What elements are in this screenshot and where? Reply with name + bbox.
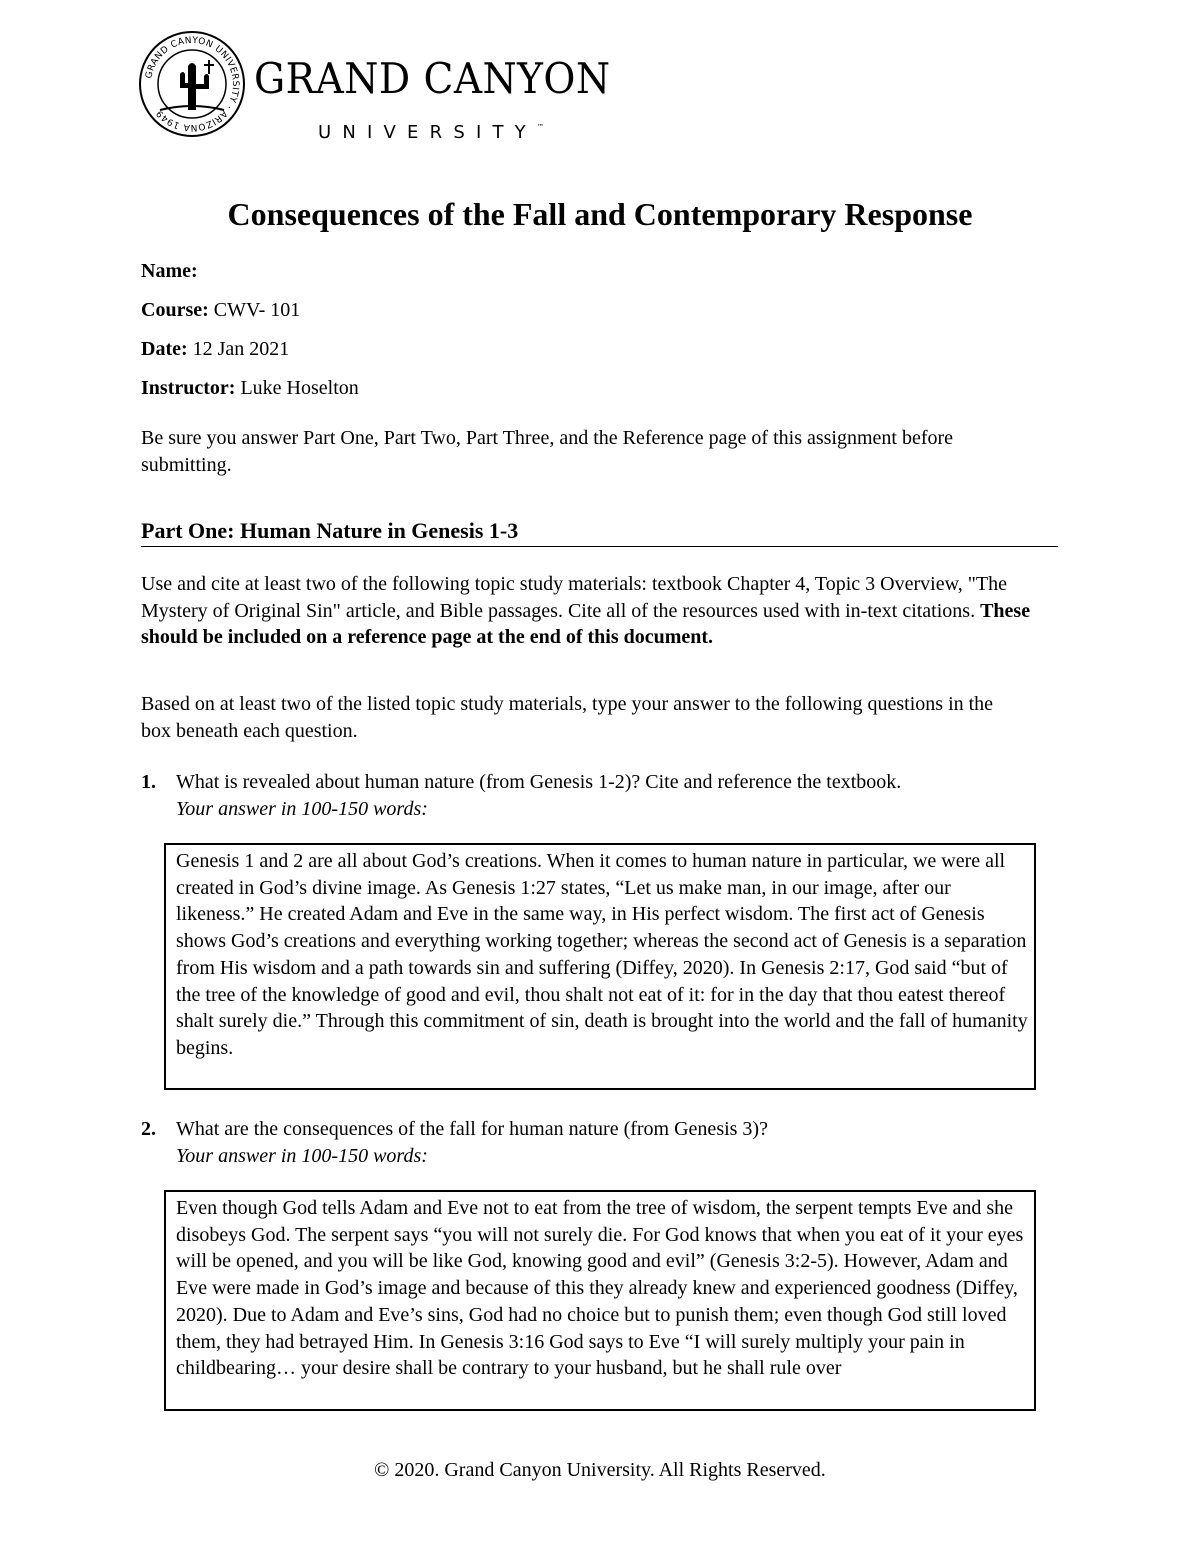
date-field (141, 337, 289, 361)
date-label: Date: (141, 338, 188, 360)
document-title: Consequences of the Fall and Contemporary Response (227, 196, 973, 232)
instructor-field (141, 376, 359, 400)
name-label: Name: (141, 260, 198, 282)
part-one-instructions: Use and cite at least two of the following topic study materials: textbook Chapter 4, Topic 3 Overview, "The Mystery of Original Sin" article, and Bible passages. Cite all of the resources used with in-text citations. These should be included on a reference page at the end of this document. (141, 573, 1031, 648)
question-2 (141, 1116, 1071, 1169)
question-1 (141, 769, 1071, 822)
intro-paragraph: Be sure you answer Part One, Part Two, Part Three, and the Reference page of this assignment before submitting. (141, 427, 954, 476)
answer-prompt: Your answer in 100-150 words: (176, 1144, 428, 1167)
instructor-value: Luke Hoselton (240, 377, 359, 399)
answer-text: Genesis 1 and 2 are all about God’s creations. When it comes to human nature in particular, we were all created in God’s divine image. As Genesis 1:27 states, “Let us make man, in our image, after our likeness.” He created Adam and Eve in the same way, in His perfect wisdom. The first act of Genesis shows God’s creations and everything working together; whereas the second act of Genesis is a separation from His wisdom and a path towards sin and suffering (Diffey, 2020). In Genesis 2:17, God said “but of the tree of the knowledge of good and evil, thou shalt not eat of it: for in the day that thou eatest thereof shalt surely die.” Through this commitment of sin, death is brought into the world and the fall of humanity begins. (176, 850, 1028, 1059)
part-one-heading: Part One: Human Nature in Genesis 1-3 (141, 518, 1058, 547)
answer-box-2[interactable] (164, 1190, 1036, 1411)
question-text: What is revealed about human nature (from Genesis 1-2)? Cite and reference the textbook. (176, 771, 902, 793)
instructor-label: Instructor: (141, 377, 236, 399)
university-logo (138, 30, 618, 143)
course-value: CWV- 101 (213, 299, 301, 321)
question-number: 2. (141, 1118, 156, 1140)
part-one-instructions-2: Based on at least two of the listed topic study materials, type your answer to the following questions in the box beneath each question. (141, 693, 994, 742)
date-value: 12 Jan 2021 (192, 338, 290, 360)
name-field (141, 259, 198, 283)
question-text: What are the consequences of the fall for human nature (from Genesis 3)? (176, 1118, 768, 1140)
copyright-footer: © 2020. Grand Canyon University. All Rights Reserved. (374, 1459, 826, 1481)
answer-text: Even though God tells Adam and Eve not to eat from the tree of wisdom, the serpent tempts Eve and she disobeys God. The serpent says “you will not surely die. For God knows that when you eat of it your eyes will be opened, and you will be like God, knowing good and evil” (Genesis 3:2-5). However, Adam and Eve were made in God’s image and because of this they already knew and experienced goodness (Diffey, 2020). Due to Adam and Eve’s sins, God had no choice but to punish them; even though God still loved them, they had betrayed Him. In Genesis 3:16 God says to Eve “I will surely multiply your pain in childbearing… your desire shall be contrary to your husband, but he shall rule over (176, 1197, 1024, 1380)
answer-box-1[interactable] (164, 843, 1036, 1090)
university-seal-icon (138, 30, 246, 138)
answer-prompt: Your answer in 100-150 words: (176, 797, 428, 820)
logo-subtitle: UNIVERSITY™ (318, 122, 544, 143)
seal-text: GRAND CANYON UNIVERSITY · ARIZONA 1949 (144, 35, 241, 133)
course-label: Course: (141, 299, 209, 321)
question-number: 1. (141, 771, 156, 793)
reference-requirement: These should be included on a reference page at the end of this document. (141, 599, 1031, 648)
logo-name: GRAND CANYON (254, 54, 611, 103)
trademark-mark: ™ (536, 123, 544, 131)
course-field (141, 298, 300, 322)
